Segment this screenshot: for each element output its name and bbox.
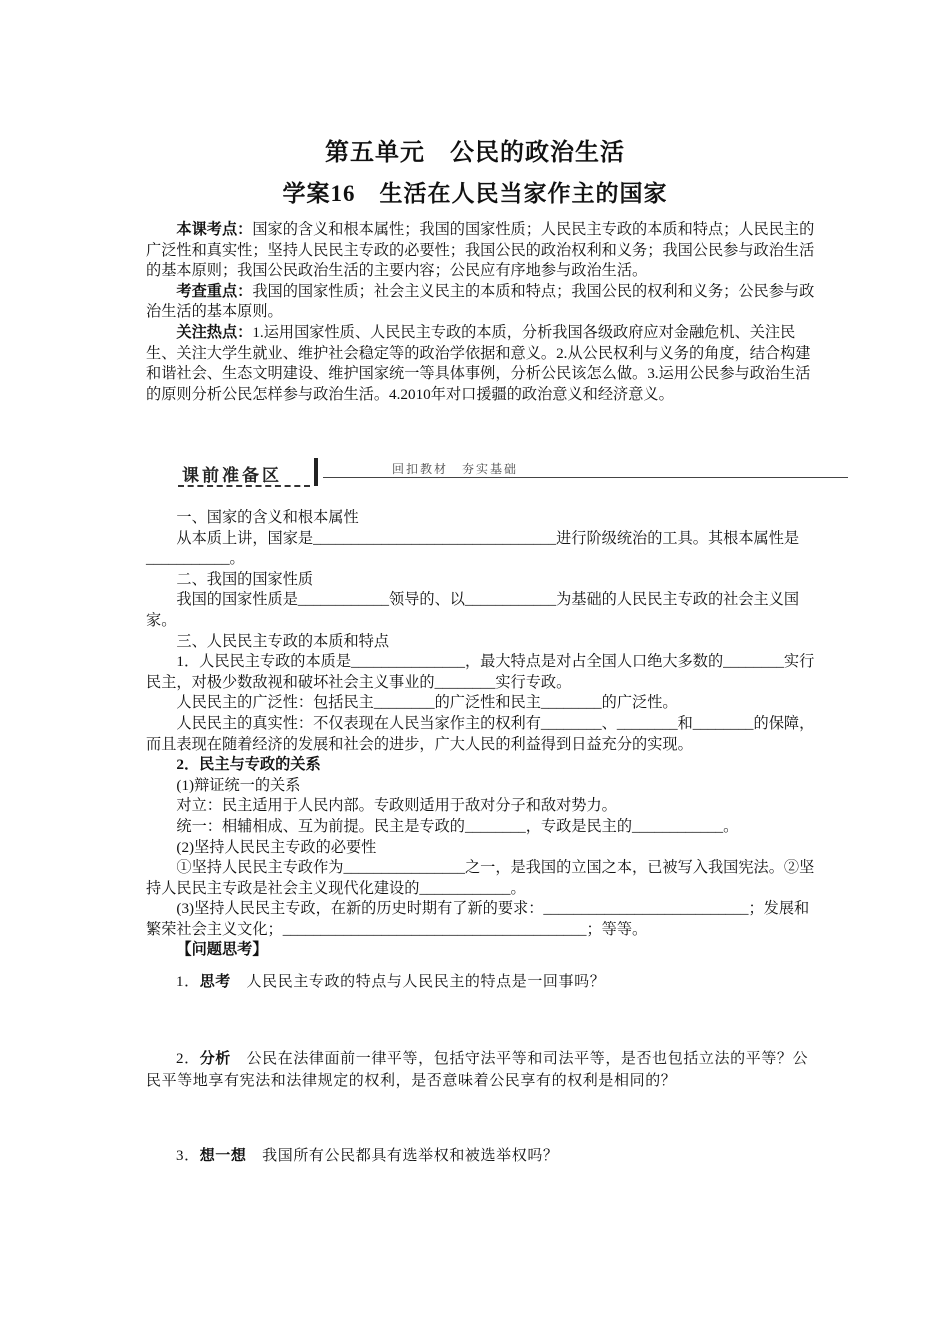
question-2-number: 2．	[176, 1051, 200, 1067]
intro-block	[146, 220, 822, 405]
lesson-title: 学案16 生活在人民当家作主的国家	[282, 181, 668, 206]
question-3-label: 想一想	[199, 1148, 247, 1164]
paragraph-necessity: ①坚持人民民主专政作为________________之一，是我国的立国之本，已被写入我国宪法。②坚持人民民主专政是社会主义现代化建设的____________。	[146, 859, 815, 897]
question-1	[146, 971, 822, 993]
question-3-number: 3．	[176, 1148, 200, 1164]
question-1-label: 思考	[199, 974, 231, 990]
heading-nature: 二、我国的国家性质	[176, 570, 314, 588]
paragraph-essence: 1．人民民主专政的本质是_______________，最大特点是对占全国人口绝大多数的________实行民主，对极少数敌视和破坏社会主义事业的________实行专政。	[146, 653, 815, 691]
section-rule-line	[323, 477, 848, 478]
paragraph-national: 从本质上讲，国家是________________________________进行阶级统治的工具。其根本属性是___________。	[146, 529, 800, 568]
kaodian-label: 本课考点：	[176, 221, 253, 238]
section-label: 课前准备区	[182, 466, 282, 486]
redian-label: 关注热点：	[176, 323, 253, 341]
unit-title: 第五单元 公民的政治生活	[325, 140, 625, 166]
question-2-text: 公民在法律面前一律平等，包括守法平等和司法平等，是否也包括立法的平等？公民平等地享有宪法和法律规定的权利，是否意味着公民享有的权利是相同的？	[146, 1051, 809, 1089]
zhongdian-paragraph	[146, 282, 822, 323]
section-subtitle: 回扣教材 夯实基础	[392, 462, 519, 476]
question-3	[146, 1145, 822, 1167]
redian-paragraph	[146, 323, 822, 405]
zhongdian-text: 我国的国家性质；社会主义民主的本质和特点；我国公民的权利和义务；公民参与政治生活的基本原则。	[146, 282, 815, 321]
heading-dictatorship: 三、人民民主专政的本质和特点	[176, 632, 390, 650]
kaodian-text: 国家的含义和根本属性；我国的国家性质；人民民主专政的本质和特点；人民民主的广泛性和真实性；坚持人民民主专政的必要性；我国公民的政治权利和义务；我国公民参与政治生活的基本原则；我国公民政治生活的主要内容；公民应有序地参与政治生活。	[146, 221, 815, 280]
heading-dialectic: (1)辩证统一的关系	[176, 776, 301, 794]
question-1-number: 1．	[176, 974, 200, 990]
section-header	[178, 456, 848, 490]
paragraph-breadth: 人民民主的广泛性：包括民主________的广泛性和民主________的广泛性。	[176, 694, 678, 712]
section-divider-bar	[314, 458, 318, 486]
heading-national: 一、国家的含义和根本属性	[176, 509, 359, 526]
paragraph-opposition: 对立：民主适用于人民内部。专政则适用于敌对分子和敌对势力。	[176, 797, 617, 815]
paragraph-authenticity: 人民民主的真实性：不仅表现在人民当家作主的权利有________、________和________的保障，而且表现在随着经济的发展和社会的进步，广大人民的利益得到日益充分的实现。	[146, 714, 815, 753]
paragraph-requirements: (3)坚持人民民主专政，在新的历史时期有了新的要求：___________________________；发展和繁荣社会主义文化；________________________________________；等等。	[146, 900, 810, 938]
paragraph-unity: 统一：相辅相成、互为前提。民主是专政的________，专政是民主的____________。	[176, 817, 739, 835]
paragraph-nature: 我国的国家性质是____________领导的、以____________为基础的人民民主专政的社会主义国家。	[146, 591, 800, 629]
question-2-label: 分析	[199, 1051, 231, 1067]
kaodian-paragraph	[146, 220, 822, 282]
heading-necessity: (2)坚持人民民主专政的必要性	[176, 838, 377, 856]
question-3-text: 我国所有公民都具有选举权和被选举权吗？	[262, 1148, 559, 1164]
redian-text: 1.运用国家性质、人民民主专政的本质，分析我国各级政府应对金融危机、关注民生、关注大学生就业、维护社会稳定等的政治学依据和意义。2.从公民权利与义务的角度，结合构建和谐社会、生态文明建设、维护国家统一等具体事例，分析公民该怎么做。3.运用公民参与政治生活的原则分析公民怎样参与政治生活。4.2010年对口援疆的政治意义和经济意义。	[146, 323, 811, 403]
body-block	[146, 508, 822, 961]
section-label-underline	[178, 485, 310, 487]
question-1-text: 人民民主专政的特点与人民民主的特点是一回事吗？	[246, 974, 606, 990]
think-heading: 【问题思考】	[176, 941, 268, 959]
zhongdian-label: 考查重点：	[176, 282, 253, 300]
heading-relation: 2．民主与专政的关系	[176, 756, 321, 774]
question-2	[146, 1048, 822, 1092]
